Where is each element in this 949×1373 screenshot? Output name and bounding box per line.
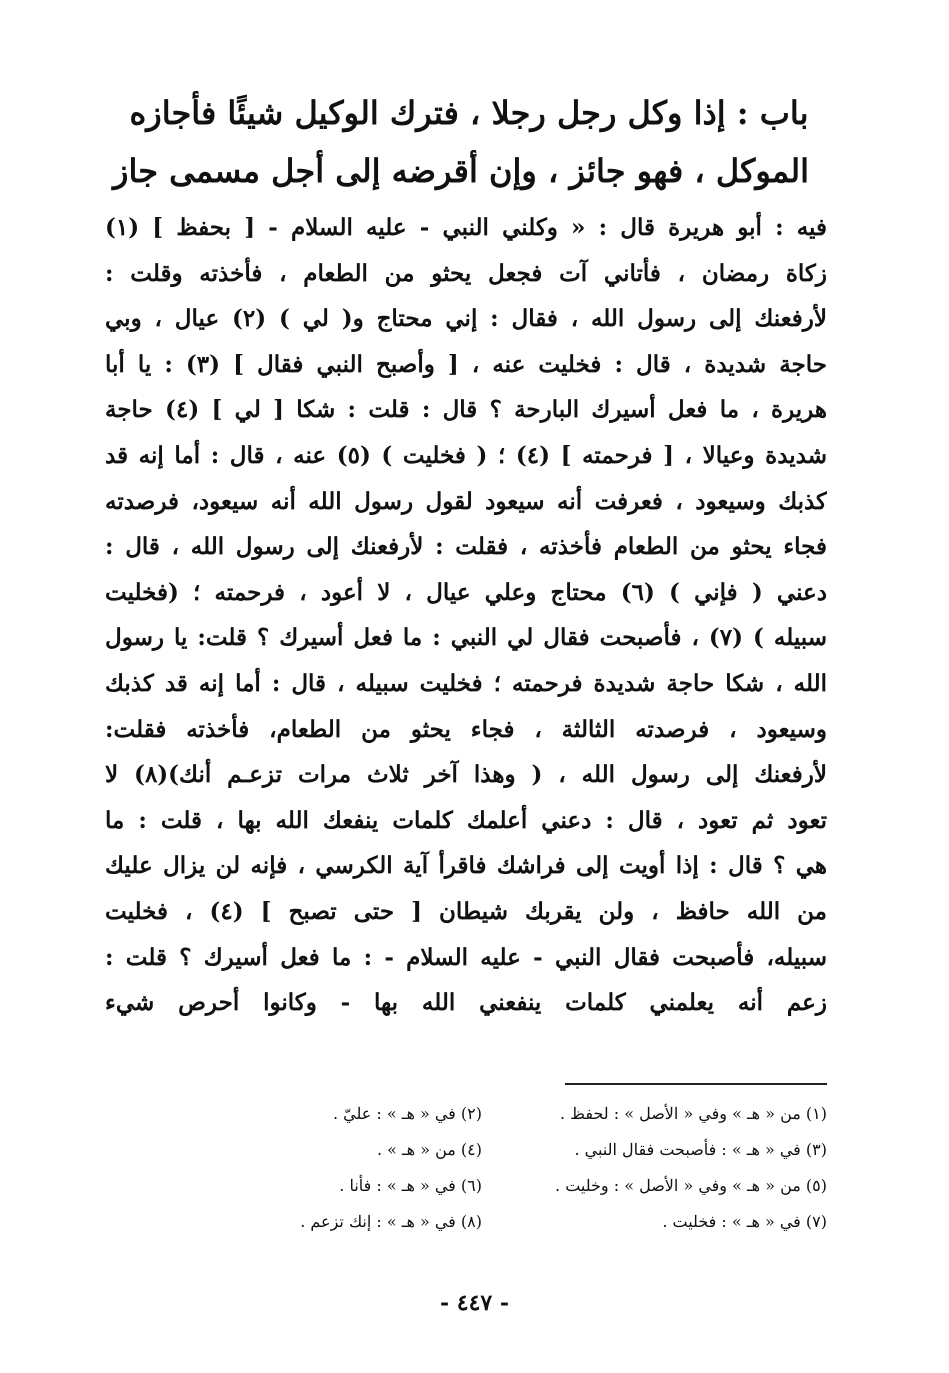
body-line: زعم أنه يعلمني كلمات ينفعني الله بها - وكانوا أحرص شيء	[105, 989, 827, 1017]
body-line: دعني ( فإني ) (٦) محتاج وعلي عيال ، لا أعود ، فرحمته ؛ (فخليت	[105, 578, 827, 606]
page-number: - ٤٤٧ -	[439, 1290, 510, 1316]
chapter-heading	[113, 84, 809, 200]
footnote: (٧) في « هـ » : فخليت .	[662, 1212, 827, 1231]
footnotes	[127, 1096, 827, 1240]
body-line: لأرفعنك إلى رسول الله ، فقال : إني محتاج و( لي ) (٢) عيال ، وبي	[105, 305, 827, 333]
body-line: فيه : أبو هريرة قال : « وكلني النبي - عليه السلام - [ بحفظ ] (١)	[105, 214, 827, 241]
footnote: (٢) في « هـ » : عليّ .	[332, 1104, 482, 1123]
body-line: زكاة رمضان ، فأتاني آت فجعل يحثو من الطعام ، فأخذته وقلت :	[105, 259, 827, 287]
footnote: (٦) في « هـ » : فأنا .	[339, 1176, 482, 1195]
heading-line: باب : إذا وكل رجل رجلا ، فترك الوكيل شيئًا فأجازه	[129, 94, 809, 132]
footnote: (٣) في « هـ » : فأصبحت فقال النبي .	[574, 1140, 827, 1159]
footnote: (٥) من « هـ » وفي « الأصل » : وخليت .	[555, 1176, 827, 1195]
body-line: هي ؟ قال : إذا أويت إلى فراشك فاقرأ آية الكرسي ، فإنه لن يزال عليك	[105, 852, 827, 880]
heading-line: الموكل ، فهو جائز ، وإن أقرضه إلى أجل مسمى جاز	[113, 152, 809, 190]
body-line: هريرة ، ما فعل أسيرك البارحة ؟ قال : قلت : شكا [ لي ] (٤) حاجة	[105, 396, 827, 424]
footnote-row	[127, 1096, 827, 1132]
footnote: (١) من « هـ » وفي « الأصل » : لحفظ .	[559, 1104, 827, 1123]
footnote-row	[127, 1204, 827, 1240]
footnote: (٨) في « هـ » : إنك تزعم .	[300, 1212, 482, 1231]
body-line: حاجة شديدة ، قال : فخليت عنه ، [ وأصبح النبي فقال ] (٣) : يا أبا	[105, 350, 827, 378]
body-line: كذبك وسيعود ، فعرفت أنه سيعود لقول رسول الله أنه سيعود، فرصدته	[105, 487, 827, 515]
body-line: شديدة وعيالا ، [ فرحمته ] (٤) ؛ ( فخليت ) (٥) عنه ، قال : أما إنه قد	[105, 441, 827, 469]
hadith-body	[105, 205, 827, 1026]
footnote: (٤) من « هـ » .	[376, 1140, 482, 1159]
body-line: لأرفعنك إلى رسول الله ، ( وهذا آخر ثلاث مرات تزعـم أنك)(٨) لا	[105, 761, 827, 789]
footnote-row	[127, 1132, 827, 1168]
body-line: سبيله، فأصبحت فقال النبي - عليه السلام - : ما فعل أسيرك ؟ قلت :	[105, 943, 827, 971]
body-line: الله ، شكا حاجة شديدة فرحمته ؛ فخليت سبيله ، قال : أما إنه قد كذبك	[105, 669, 827, 697]
footnote-divider	[565, 1083, 827, 1085]
body-line: سبيله ) (٧) ، فأصبحت فقال لي النبي : ما فعل أسيرك ؟ قلت: يا رسول	[105, 624, 827, 652]
footnote-row	[127, 1168, 827, 1204]
body-line: وسيعود ، فرصدته الثالثة ، فجاء يحثو من الطعام، فأخذته فقلت:	[105, 715, 827, 743]
body-line: تعود ثم تعود ، قال : دعني أعلمك كلمات ينفعك الله بها ، قلت : ما	[105, 806, 827, 834]
body-line: من الله حافظ ، ولن يقربك شيطان [ حتى تصبح ] (٤) ، فخليت	[105, 897, 827, 925]
body-line: فجاء يحثو من الطعام فأخذته ، فقلت : لأرفعنك إلى رسول الله ، قال :	[105, 533, 827, 561]
